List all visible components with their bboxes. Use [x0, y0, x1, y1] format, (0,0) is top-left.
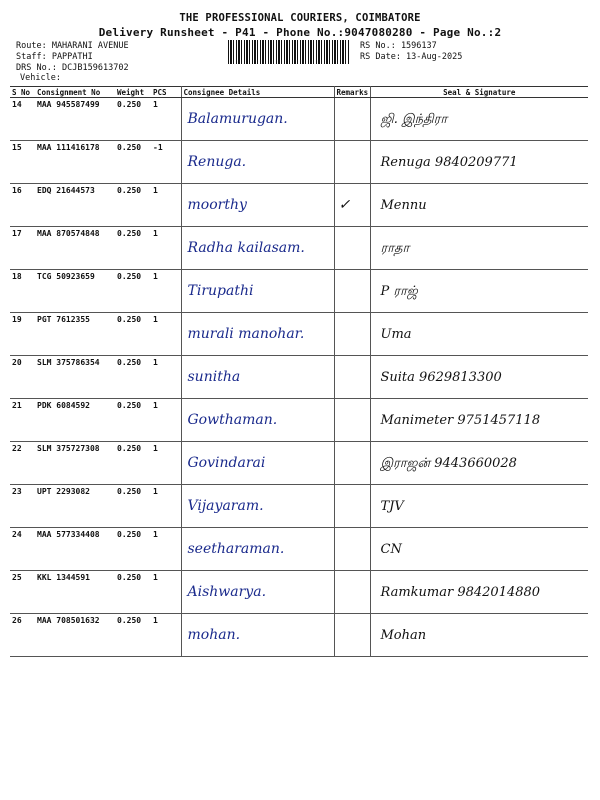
route-label: Route: MAHARANI AVENUE: [16, 41, 129, 51]
consignee-cell: Gowthaman.: [181, 399, 334, 442]
consignment-cell: SLM 375786354: [35, 356, 115, 399]
consignment-cell: MAA 577334408: [35, 528, 115, 571]
consignee-cell: moorthy: [181, 184, 334, 227]
sno-cell: 26: [10, 614, 35, 657]
signature-cell: இராஜன் 9443660028: [370, 442, 588, 485]
barcode-image: [228, 40, 350, 64]
header-pcs: PCS: [151, 87, 181, 98]
sno-cell: 14: [10, 98, 35, 141]
header-weight: Weight: [115, 87, 151, 98]
weight-cell: 0.250: [115, 98, 151, 141]
weight-cell: 0.250: [115, 356, 151, 399]
consignment-cell: SLM 375727308: [35, 442, 115, 485]
signature-cell: TJV: [370, 485, 588, 528]
pcs-cell: -1: [151, 141, 181, 184]
sno-cell: 24: [10, 528, 35, 571]
runsheet-table: [10, 86, 588, 657]
remarks-cell: [334, 227, 370, 270]
remarks-cell: [334, 442, 370, 485]
sno-cell: 17: [10, 227, 35, 270]
sno-cell: 23: [10, 485, 35, 528]
signature-cell: P ராஜ்: [370, 270, 588, 313]
header-sno: S No: [10, 87, 35, 98]
rs-number: RS No.: 1596137: [360, 41, 437, 51]
signature-cell: Uma: [370, 313, 588, 356]
sno-cell: 18: [10, 270, 35, 313]
consignment-cell: KKL 1344591: [35, 571, 115, 614]
table-row: [10, 98, 588, 141]
weight-cell: 0.250: [115, 614, 151, 657]
pcs-cell: 1: [151, 614, 181, 657]
sno-cell: 21: [10, 399, 35, 442]
consignment-cell: EDQ 21644573: [35, 184, 115, 227]
sno-cell: 16: [10, 184, 35, 227]
consignee-cell: Govindarai: [181, 442, 334, 485]
header-consignee: Consignee Details: [181, 87, 334, 98]
table-row: [10, 399, 588, 442]
pcs-cell: 1: [151, 571, 181, 614]
weight-cell: 0.250: [115, 184, 151, 227]
sno-cell: 19: [10, 313, 35, 356]
pcs-cell: 1: [151, 98, 181, 141]
sno-cell: 20: [10, 356, 35, 399]
weight-cell: 0.250: [115, 399, 151, 442]
weight-cell: 0.250: [115, 442, 151, 485]
pcs-cell: 1: [151, 442, 181, 485]
header-consignment: Consignment No: [35, 87, 115, 98]
consignment-cell: UPT 2293082: [35, 485, 115, 528]
signature-cell: Ramkumar 9842014880: [370, 571, 588, 614]
rs-date: RS Date: 13-Aug-2025: [360, 52, 463, 62]
company-title: THE PROFESSIONAL COURIERS, COIMBATORE: [179, 12, 421, 24]
pcs-cell: 1: [151, 184, 181, 227]
consignee-cell: mohan.: [181, 614, 334, 657]
table-row: [10, 227, 588, 270]
consignee-cell: sunitha: [181, 356, 334, 399]
remarks-cell: [334, 356, 370, 399]
consignee-cell: Balamurugan.: [181, 98, 334, 141]
pcs-cell: 1: [151, 227, 181, 270]
signature-cell: Mohan: [370, 614, 588, 657]
remarks-cell: [334, 571, 370, 614]
consignment-cell: PGT 7612355: [35, 313, 115, 356]
vehicle-label: Vehicle:: [20, 73, 61, 83]
table-row: [10, 184, 588, 227]
staff-label: Staff: PAPPATHI: [16, 52, 93, 62]
table-row: [10, 442, 588, 485]
signature-cell: Suita 9629813300: [370, 356, 588, 399]
consignee-cell: Aishwarya.: [181, 571, 334, 614]
consignee-cell: Vijayaram.: [181, 485, 334, 528]
pcs-cell: 1: [151, 485, 181, 528]
signature-cell: Mennu: [370, 184, 588, 227]
signature-cell: ஜி. இந்திரா: [370, 98, 588, 141]
table-row: [10, 571, 588, 614]
weight-cell: 0.250: [115, 313, 151, 356]
signature-cell: Manimeter 9751457118: [370, 399, 588, 442]
pcs-cell: 1: [151, 528, 181, 571]
table-row: [10, 485, 588, 528]
table-header-row: [10, 87, 588, 98]
table-row: [10, 141, 588, 184]
remarks-cell: [334, 270, 370, 313]
remarks-cell: [334, 98, 370, 141]
pcs-cell: 1: [151, 313, 181, 356]
runsheet-title: Delivery Runsheet - P41 - Phone No.:9047080280 - Page No.:2: [98, 26, 502, 39]
table-row: [10, 528, 588, 571]
consignee-cell: Renuga.: [181, 141, 334, 184]
remarks-cell: [334, 141, 370, 184]
consignment-cell: MAA 870574848: [35, 227, 115, 270]
drs-number: DRS No.: DCJB159613702: [16, 63, 129, 73]
consignment-cell: PDK 6084592: [35, 399, 115, 442]
signature-cell: Renuga 9840209771: [370, 141, 588, 184]
consignee-cell: Tirupathi: [181, 270, 334, 313]
header-remarks: Remarks: [334, 87, 370, 98]
weight-cell: 0.250: [115, 141, 151, 184]
signature-cell: ராதா: [370, 227, 588, 270]
consignment-cell: MAA 708501632: [35, 614, 115, 657]
sno-cell: 15: [10, 141, 35, 184]
remarks-cell: [334, 614, 370, 657]
weight-cell: 0.250: [115, 528, 151, 571]
consignment-cell: MAA 111416178: [35, 141, 115, 184]
consignee-cell: seetharaman.: [181, 528, 334, 571]
weight-cell: 0.250: [115, 485, 151, 528]
consignment-cell: MAA 945587499: [35, 98, 115, 141]
sno-cell: 25: [10, 571, 35, 614]
weight-cell: 0.250: [115, 270, 151, 313]
pcs-cell: 1: [151, 270, 181, 313]
table-row: [10, 356, 588, 399]
consignee-cell: Radha kailasam.: [181, 227, 334, 270]
remarks-cell: [334, 528, 370, 571]
signature-cell: CN: [370, 528, 588, 571]
table-row: [10, 614, 588, 657]
header-signature: Seal & Signature: [370, 87, 588, 98]
pcs-cell: 1: [151, 356, 181, 399]
remarks-cell: [334, 313, 370, 356]
remarks-cell: ✓: [334, 184, 370, 227]
table-row: [10, 270, 588, 313]
remarks-cell: [334, 485, 370, 528]
remarks-cell: [334, 399, 370, 442]
consignment-cell: TCG 50923659: [35, 270, 115, 313]
consignee-cell: murali manohar.: [181, 313, 334, 356]
weight-cell: 0.250: [115, 227, 151, 270]
pcs-cell: 1: [151, 399, 181, 442]
sno-cell: 22: [10, 442, 35, 485]
weight-cell: 0.250: [115, 571, 151, 614]
table-row: [10, 313, 588, 356]
